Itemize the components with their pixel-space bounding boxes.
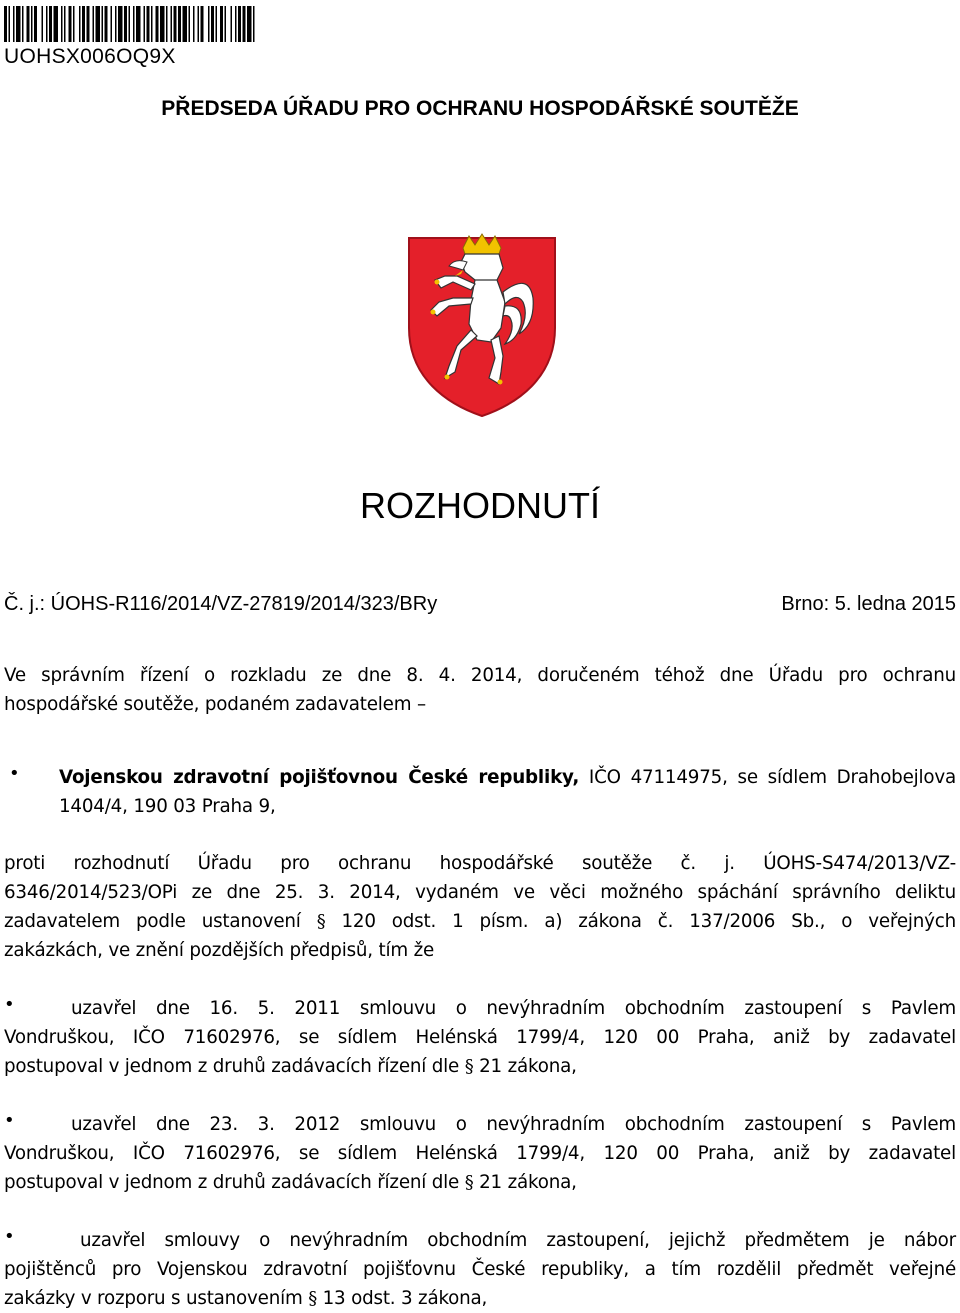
list-item-text bbox=[4, 994, 956, 1081]
against-line-1: proti rozhodnutí Úřadu pro ochranu hospodářské soutěže č. j. ÚOHS-S474/2013/VZ- bbox=[4, 853, 956, 874]
barcode-bar bbox=[102, 6, 104, 42]
czech-coat-of-arms-icon bbox=[405, 232, 559, 420]
against-line-3 bbox=[4, 907, 956, 936]
barcode-bar bbox=[211, 6, 214, 42]
barcode-bar bbox=[73, 6, 75, 42]
barcode-bar bbox=[193, 6, 195, 42]
bullet-icon: • bbox=[9, 763, 20, 784]
barcode-bar bbox=[4, 6, 7, 42]
barcode-bar bbox=[231, 6, 233, 42]
against-line-4: zakázkách, ve znění pozdějších předpisů, tím že bbox=[4, 940, 435, 961]
barcode-bar bbox=[16, 6, 21, 42]
section-sign: § bbox=[464, 1172, 474, 1193]
intro-line-1: Ve správním řízení o rozkladu ze dne 8. 4. 2014, doručeném téhož dne Úřadu pro ochranu bbox=[4, 665, 956, 686]
section-sign: § bbox=[308, 1288, 318, 1309]
bullet-icon: • bbox=[4, 1110, 15, 1131]
place-date: Brno: 5. ledna 2015 bbox=[781, 593, 956, 615]
item-line-3 bbox=[4, 1168, 956, 1197]
barcode-bar bbox=[22, 6, 24, 42]
item-line-3 bbox=[4, 1052, 956, 1081]
barcode-bar bbox=[13, 6, 15, 42]
barcode-bar bbox=[42, 6, 44, 42]
barcode-bar bbox=[34, 6, 37, 42]
barcode-bar bbox=[93, 6, 95, 42]
barcode-bar bbox=[9, 6, 11, 42]
barcode-bar bbox=[96, 6, 101, 42]
barcode-bar bbox=[144, 6, 146, 42]
case-number: Č. j.: ÚOHS-R116/2014/VZ-27819/2014/323/BRy bbox=[4, 593, 438, 615]
item-line-3b: 13 odst. 3 zákona, bbox=[317, 1288, 488, 1309]
item-line-3b: 21 zákona, bbox=[473, 1056, 577, 1077]
barcode-bar bbox=[118, 6, 123, 42]
against-line-3a: zadavatelem podle ustanovení bbox=[4, 911, 317, 932]
intro-line-2: hospodářské soutěže, podaném zadavatelem – bbox=[4, 694, 426, 715]
barcode-bar bbox=[129, 6, 131, 42]
list-item-text bbox=[4, 1110, 956, 1197]
barcode-bar bbox=[124, 6, 127, 42]
decision-title bbox=[0, 485, 960, 527]
barcode-bar bbox=[253, 6, 255, 42]
barcode-bar bbox=[61, 6, 63, 42]
barcode-bar bbox=[243, 6, 246, 42]
barcode-bar bbox=[178, 6, 181, 42]
bullet-icon: • bbox=[4, 1226, 15, 1247]
barcode-bar bbox=[31, 6, 33, 42]
barcode-bar bbox=[216, 6, 218, 42]
item-line-3a: zakázky v rozporu s ustanovením bbox=[4, 1288, 309, 1309]
barcode-bar bbox=[225, 6, 227, 42]
barcode-bar bbox=[136, 6, 141, 42]
item-line-2: Vondruškou, IČO 71602976, se sídlem Helénská 1799/4, 120 00 Praha, aniž by zadavatel bbox=[4, 1143, 956, 1164]
intro-paragraph bbox=[4, 661, 956, 719]
barcode-bar bbox=[201, 6, 204, 42]
against-line-3b: 120 odst. 1 písm. a) zákona č. 137/2006 Sb., o veřejných bbox=[325, 911, 956, 932]
barcode-bar bbox=[235, 6, 237, 42]
barcode-bar bbox=[46, 6, 48, 42]
barcode-bar bbox=[64, 6, 66, 42]
party-details: IČO 47114975, se sídlem Drahobejlova 1404/4, 190 03 Praha 9, bbox=[59, 767, 956, 817]
barcode-bar bbox=[174, 6, 177, 42]
item-line-1: uzavřel dne 23. 3. 2012 smlouvu o nevýhradním obchodním zastoupení s Pavlem bbox=[71, 1114, 956, 1135]
item-line-3a: postupoval v jednom z druhů zadávacích řízení dle bbox=[4, 1056, 465, 1077]
barcode-bar bbox=[87, 6, 90, 42]
item-line-3a: postupoval v jednom z druhů zadávacích řízení dle bbox=[4, 1172, 465, 1193]
barcode-bar bbox=[183, 6, 188, 42]
barcode-bar bbox=[160, 6, 165, 42]
barcode-bar bbox=[49, 6, 52, 42]
barcode-bar bbox=[69, 6, 72, 42]
barcode bbox=[4, 6, 322, 42]
barcode-bar bbox=[147, 6, 150, 42]
section-sign: § bbox=[464, 1056, 474, 1077]
section-sign: § bbox=[316, 911, 326, 932]
party-text bbox=[59, 763, 956, 821]
barcode-bar bbox=[115, 6, 117, 42]
barcode-bar bbox=[82, 6, 85, 42]
bullet-icon: • bbox=[4, 994, 15, 1015]
barcode-bar bbox=[27, 6, 30, 42]
barcode-bar bbox=[208, 6, 210, 42]
barcode-bar bbox=[166, 6, 168, 42]
list-item-text bbox=[4, 1226, 956, 1313]
item-line-2: pojištěnců pro Vojenskou zdravotní pojišťovnu České republiky, a tím rozdělil předmět veřejné bbox=[4, 1259, 956, 1280]
barcode-bar bbox=[171, 6, 173, 42]
barcode-bar bbox=[247, 6, 252, 42]
decision-title-text: ROZHODNUTÍ bbox=[360, 485, 600, 526]
barcode-bar bbox=[198, 6, 200, 42]
item-line-3b: 21 zákona, bbox=[473, 1172, 577, 1193]
item-line-2: Vondruškou, IČO 71602976, se sídlem Helénská 1799/4, 120 00 Praha, aniž by zadavatel bbox=[4, 1027, 956, 1048]
document-code: UOHSX006OQ9X bbox=[4, 45, 176, 68]
barcode-bar bbox=[238, 6, 241, 42]
barcode-bar bbox=[54, 6, 59, 42]
barcode-bar bbox=[133, 6, 135, 42]
barcode-bar bbox=[111, 6, 113, 42]
barcode-bar bbox=[79, 6, 81, 42]
against-line-2: 6346/2014/523/OPi ze dne 25. 3. 2014, vydaném ve věci možného spáchání správního deliktu bbox=[4, 882, 956, 903]
barcode-bar bbox=[156, 6, 159, 42]
item-line-1: uzavřel smlouvy o nevýhradním obchodním zastoupení, jejichž předmětem je nábor bbox=[80, 1230, 956, 1251]
barcode-bar bbox=[105, 6, 108, 42]
barcode-bar bbox=[189, 6, 191, 42]
item-line-3 bbox=[4, 1284, 956, 1313]
party-name: Vojenskou zdravotní pojišťovnou České republiky, bbox=[59, 767, 580, 788]
item-line-1: uzavřel dne 16. 5. 2011 smlouvu o nevýhradním obchodním zastoupení s Pavlem bbox=[71, 998, 956, 1019]
barcode-bar bbox=[151, 6, 153, 42]
against-paragraph bbox=[4, 849, 956, 965]
barcode-bar bbox=[220, 6, 223, 42]
reference-row bbox=[4, 593, 956, 616]
authority-heading: PŘEDSEDA ÚŘADU PRO OCHRANU HOSPODÁŘSKÉ SOUTĚŽE bbox=[161, 97, 799, 120]
